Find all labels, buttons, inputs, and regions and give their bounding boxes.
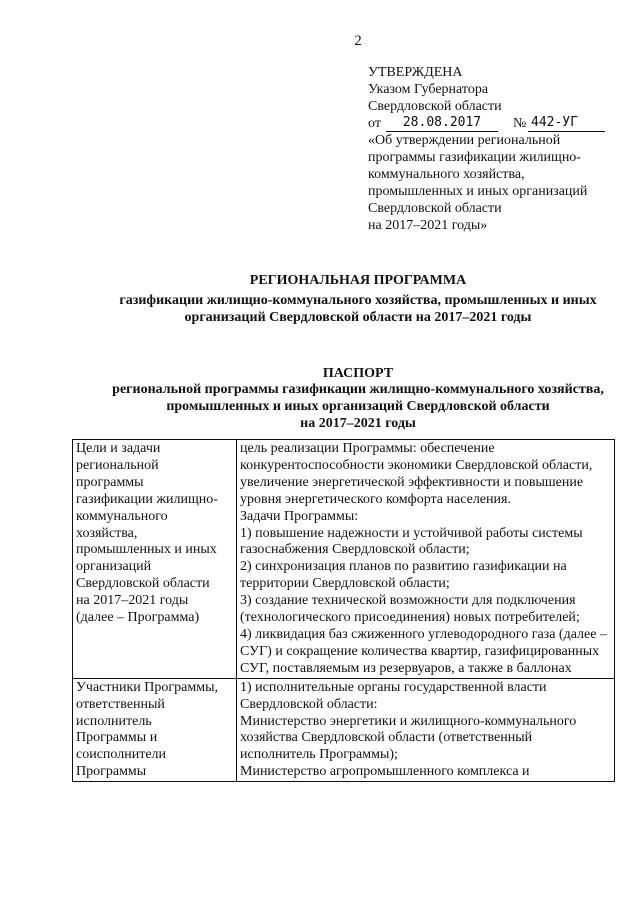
content-paragraph: Министерство энергетики и жилищного-коммунального хозяйства Свердловской области (ответственный исполнитель Программы); — [240, 713, 577, 763]
decree-from-label: от — [368, 116, 381, 131]
decree-title-line: коммунального хозяйства, — [368, 167, 525, 182]
approval-status: УТВЕРЖДЕНА — [368, 65, 463, 80]
content-paragraph: 1) повышение надежности и устойчивой работы системы газоснабжения Свердловской области; — [240, 525, 583, 558]
content-paragraph: 1) исполнительные органы государственной власти Свердловской области: — [240, 679, 547, 712]
program-subtitle-line: организаций Свердловской области на 2017–2021 годы — [184, 310, 532, 325]
content-paragraph: 3) создание технической возможности для подключения (технологического присоединения) новых потребителей; — [240, 593, 580, 626]
content-paragraph: 4) ликвидация баз сжиженного углеводородного газа (далее – СУГ) и сокращение количества квартир, газифицированных СУГ, поставляемым из резервуаров, а также в баллонах — [240, 626, 607, 676]
decree-line — [368, 115, 587, 132]
row-label-goals: Цели и задачи региональной программы газификации жилищно- коммунального хозяйства, промышленных и иных организаций Свердловской области на 2017–2021 годы (далее – Программа) — [73, 440, 237, 679]
table-row — [73, 678, 615, 781]
decree-title-line: промышленных и иных организаций — [368, 184, 588, 199]
decree-number: 442-УГ — [528, 115, 605, 132]
content-paragraph: Министерство агропромышленного комплекса и — [240, 764, 530, 780]
decree-title-line: «Об утверждении региональной — [368, 133, 561, 148]
decree-title-line: программы газификации жилищно- — [368, 150, 581, 165]
passport-subtitle-line: региональной программы газификации жилищно-коммунального хозяйства, — [112, 382, 604, 397]
row-content-participants — [237, 678, 615, 781]
passport-subtitle-line: промышленных и иных организаций Свердловской области — [166, 399, 550, 414]
content-paragraph: Задачи Программы: — [240, 508, 359, 524]
decree-title-line: Свердловской области — [368, 201, 502, 216]
decree-title-line: на 2017–2021 годы» — [368, 218, 488, 233]
content-paragraph: 2) синхронизация планов по развитию газификации на территории Свердловской области; — [240, 559, 567, 592]
decree-number-label: № — [513, 116, 527, 131]
passport-title: ПАСПОРТ — [322, 366, 394, 381]
page-number: 2 — [354, 33, 362, 49]
program-title: РЕГИОНАЛЬНАЯ ПРОГРАММА — [249, 273, 467, 288]
program-subtitle — [0, 292, 640, 326]
passport-table — [72, 439, 615, 782]
passport-subtitle-line: на 2017–2021 годы — [300, 416, 416, 431]
decree-date: 28.08.2017 — [386, 115, 498, 132]
content-paragraph: цель реализации Программы: обеспечение конкурентоспособности экономики Свердловской области, увеличение энергетической эффективности и повышение уровня энергетического комфорта населения. — [240, 441, 593, 507]
program-subtitle-line: газификации жилищно-коммунального хозяйства, промышленных и иных — [119, 293, 597, 308]
passport-subtitle — [0, 381, 640, 432]
approval-region: Свердловской области — [368, 99, 502, 114]
table-row — [73, 440, 615, 679]
row-content-goals — [237, 440, 615, 679]
approval-stamp — [368, 64, 587, 234]
row-label-participants: Участники Программы, ответственный исполнитель Программы и соисполнители Программы — [73, 678, 237, 781]
approval-by-decree: Указом Губернатора — [368, 82, 489, 97]
